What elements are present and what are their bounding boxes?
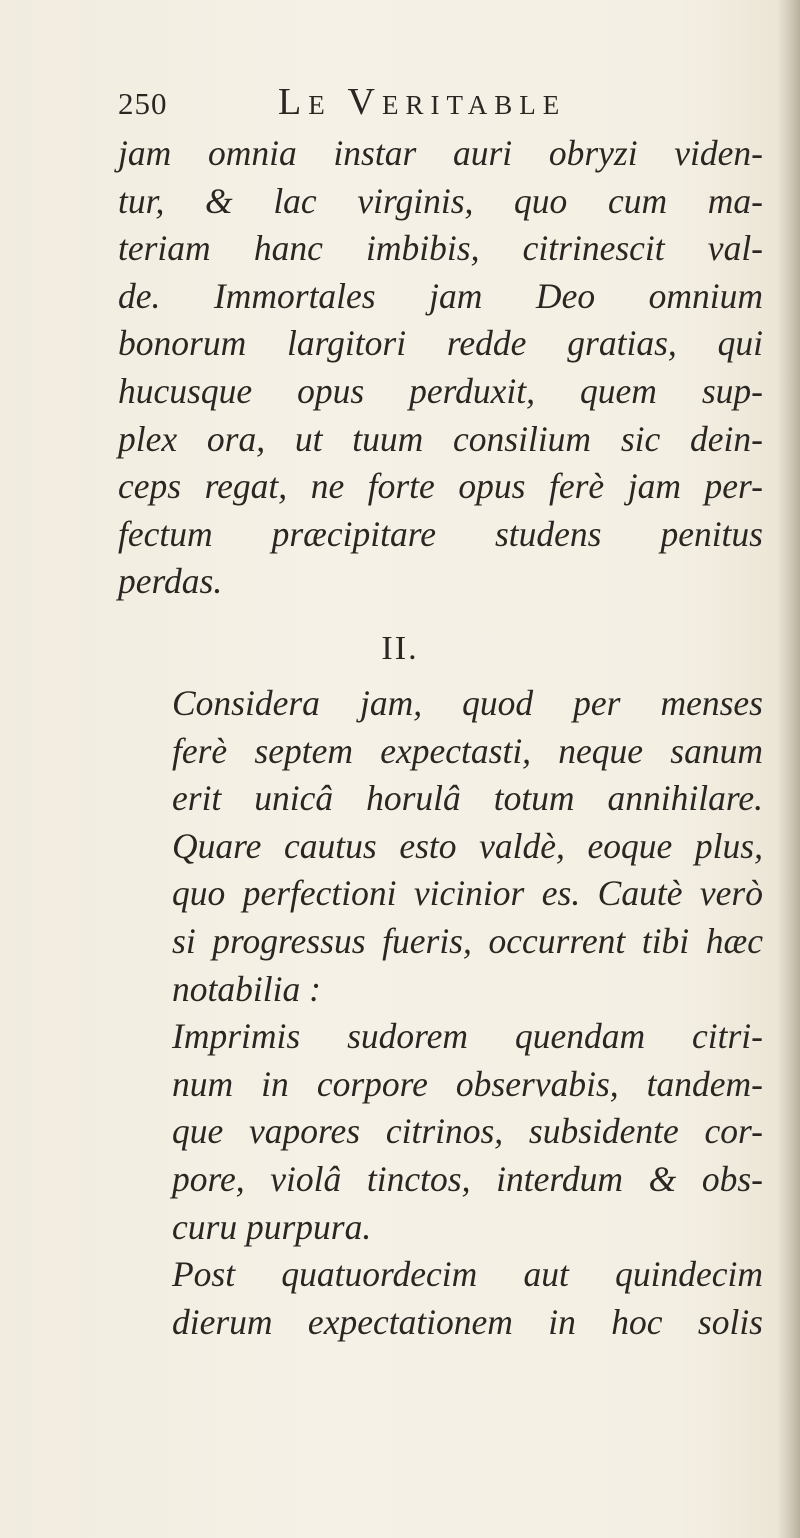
section-1-text — [118, 130, 763, 606]
text-line: num in corpore observabis, tandem- — [172, 1063, 763, 1104]
paragraph — [118, 1013, 763, 1251]
text-line: quo perfectioni vicinior es. Cautè verò — [172, 873, 763, 914]
text-line: Post quatuordecim aut quindecim — [172, 1254, 763, 1295]
text-line: ceps regat, ne forte opus ferè jam per- — [118, 466, 763, 507]
text-line: pore, violâ tinctos, interdum & obs- — [172, 1158, 763, 1199]
text-line: jam omnia instar auri obryzi viden- — [118, 133, 763, 173]
page-number: 250 — [118, 86, 168, 121]
text-line: de. Immortales jam Deo omnium — [118, 275, 763, 316]
text-line: si progressus fueris, occurrent tibi hæc — [172, 920, 763, 961]
page-header — [118, 74, 678, 134]
text-line: ferè septem expectasti, neque sanum — [172, 730, 763, 771]
page-gutter-shadow — [778, 0, 800, 1538]
text-line: Quare cautus esto valdè, eoque plus, — [172, 825, 763, 866]
text-line: dierum expectationem in hoc solis — [172, 1301, 763, 1342]
section-2-text — [118, 680, 763, 1346]
section-number: II. — [381, 630, 419, 667]
text-line: perdas. — [118, 561, 223, 602]
text-line: curu purpura. — [172, 1206, 372, 1247]
text-line: teriam hanc imbibis, citrinescit val- — [118, 228, 763, 269]
paragraph — [118, 680, 763, 1013]
text-line: tur, & lac virginis, quo cum ma- — [118, 180, 763, 221]
text-line: Considera jam, quod per menses — [172, 683, 763, 723]
text-line: Imprimis sudorem quendam citri- — [172, 1016, 763, 1057]
text-line: bonorum largitori redde gratias, qui — [118, 323, 763, 364]
text-line: que vapores citrinos, subsidente cor- — [172, 1111, 763, 1152]
text-line: plex ora, ut tuum consilium sic dein- — [118, 418, 763, 459]
text-line: fectum præcipitare studens penitus — [118, 513, 763, 554]
paragraph — [118, 130, 763, 606]
paragraph — [118, 1251, 763, 1346]
running-head: Le Veritable — [278, 81, 567, 123]
text-line: hucusque opus perduxit, quem sup- — [118, 370, 763, 411]
text-line: notabilia : — [172, 968, 321, 1009]
text-line: erit unicâ horulâ totum annihilare. — [172, 778, 763, 819]
